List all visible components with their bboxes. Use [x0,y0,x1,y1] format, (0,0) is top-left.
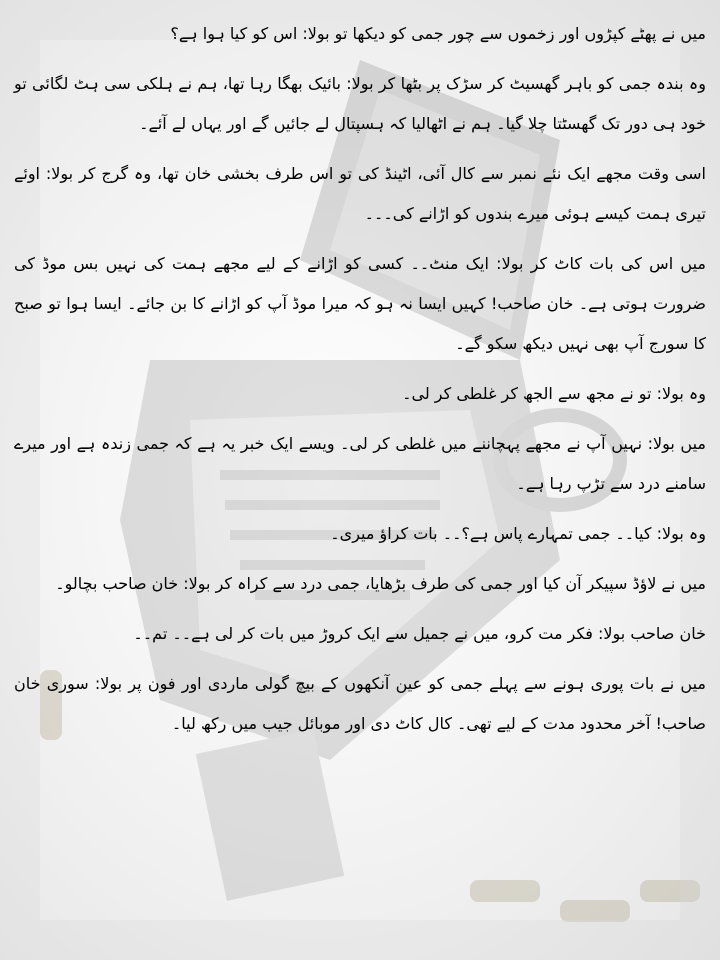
paragraph-3: اسی وقت مجھے ایک نئے نمبر سے کال آئی، اٹینڈ کی تو اس طرف بخشی خان تھا، وہ گرج کر بولا: اوئے تیری ہمت کیسے ہوئی میرے بندوں کو اڑانے کی۔۔۔ [14,164,706,223]
paragraph-1: میں نے پھٹے کپڑوں اور زخموں سے چور جمی کو دیکھا تو بولا: اس کو کیا ہوا ہے؟ [170,24,706,43]
paragraph-6: میں بولا: نہیں آپ نے مجھے پہچاننے میں غلطی کر لی۔ ویسے ایک خبر یہ ہے کہ جمی زندہ ہے اور میرے سامنے درد سے تڑپ رہا ہے۔ [14,434,706,493]
paragraph-5: وہ بولا: تو نے مجھ سے الجھ کر غلطی کر لی۔ [402,384,706,403]
paragraph-9: خان صاحب بولا: فکر مت کرو، میں نے جمیل سے ایک کروڑ میں بات کر لی ہے۔۔ تم۔۔ [133,624,706,643]
paragraph-7: وہ بولا: کیا۔۔ جمی تمہارے پاس ہے؟۔۔ بات کراؤ میری۔ [330,524,706,543]
paragraph-10: میں نے بات پوری ہونے سے پہلے جمی کو عین آنکھوں کے بیچ گولی ماردی اور فون پر بولا: سوری خان صاحب! آخر محدود مدت کے لیے تھی۔ کال کاٹ دی اور موبائل جیب میں رکھ لیا۔ [14,674,706,733]
paragraph-4: میں اس کی بات کاٹ کر بولا: ایک منٹ۔۔ کسی کو اڑانے کے لیے مجھے ہمت کی نہیں بس موڈ کی ضرورت ہوتی ہے۔ خان صاحب! کہیں ایسا نہ ہو کہ میرا موڈ آپ کو اڑانے کا بن جائے۔ ایسا ہوا تو صبح کا سورج آپ بھی نہیں دیکھ سکو گے۔ [14,254,706,353]
paragraph-2: وہ بندہ جمی کو باہر گھسیٹ کر سڑک پر بٹھا کر بولا: بائیک بھگا رہا تھا، ہم نے ہلکی سی ہٹ لگائی تو خود ہی دور تک گھسٹتا چلا گیا۔ ہم نے اٹھالیا کہ ہسپتال لے جائیں گے اور یہاں لے آئے۔ [14,74,706,133]
paragraph-8: میں نے لاؤڈ سپیکر آن کیا اور جمی کی طرف بڑھایا، جمی درد سے کراہ کر بولا: خان صاحب بچالو۔ [55,574,706,593]
story-text [14,14,706,754]
